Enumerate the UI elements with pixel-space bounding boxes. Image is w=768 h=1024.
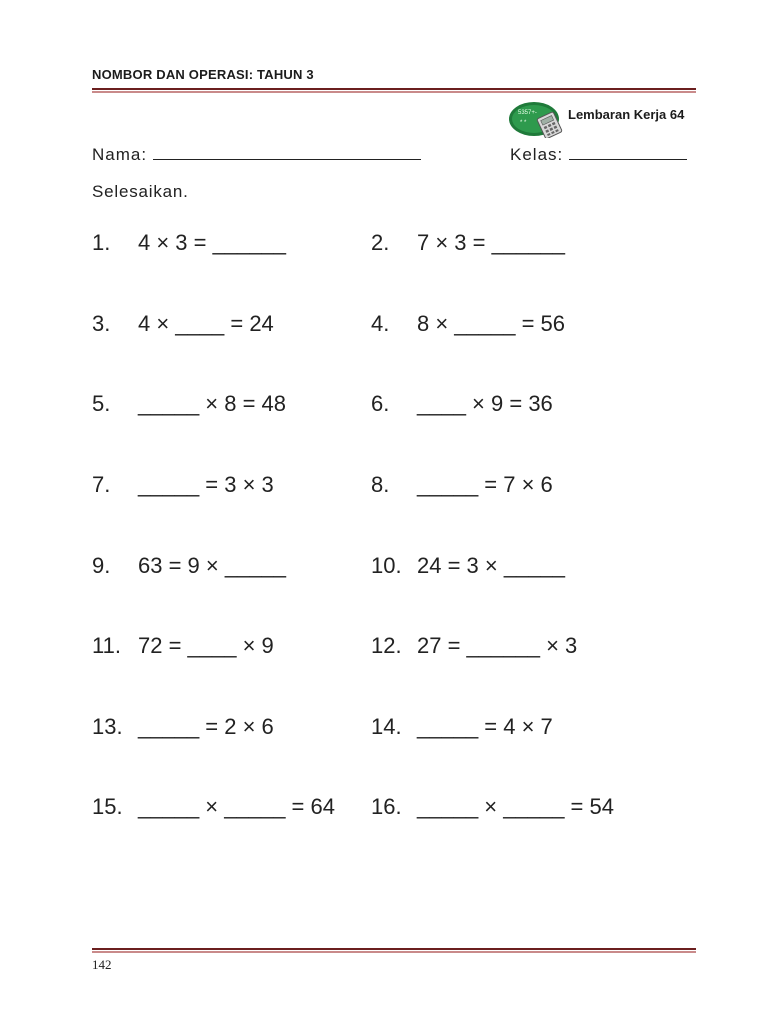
question-item[interactable]: [92, 794, 335, 820]
worksheet-label: Lembaran Kerja 64: [568, 107, 685, 122]
question-text: _____ = 4 × 7: [417, 714, 553, 739]
question-item[interactable]: [371, 311, 565, 337]
question-text: 27 = ______ × 3: [417, 633, 578, 658]
header-divider: [92, 88, 696, 93]
class-field[interactable]: [510, 145, 687, 165]
logo-text: 5357+-: [518, 110, 537, 116]
question-text: 24 = 3 × _____: [417, 553, 566, 578]
question-number: 12.: [371, 633, 402, 658]
question-text: _____ × _____ = 64: [138, 794, 335, 819]
question-item[interactable]: [92, 311, 274, 337]
name-field[interactable]: [92, 145, 421, 165]
question-item[interactable]: [371, 714, 553, 740]
question-text: _____ = 7 × 6: [417, 472, 553, 497]
question-item[interactable]: [92, 553, 286, 579]
question-item[interactable]: [371, 472, 553, 498]
question-number: 15.: [92, 794, 123, 819]
question-number: 16.: [371, 794, 402, 819]
question-item[interactable]: [92, 230, 286, 256]
question-text: 72 = ____ × 9: [138, 633, 274, 658]
instruction-text: Selesaikan.: [92, 182, 189, 201]
question-number: 3.: [92, 311, 111, 336]
question-text: 7 × 3 = ______: [417, 230, 566, 255]
question-item[interactable]: [371, 553, 565, 579]
question-text: _____ × 8 = 48: [138, 391, 287, 416]
question-item[interactable]: [92, 714, 274, 740]
question-text: 8 × _____ = 56: [417, 311, 566, 336]
footer-divider: [92, 948, 696, 953]
question-number: 9.: [92, 553, 111, 578]
question-text: _____ × _____ = 54: [417, 794, 614, 819]
page-number: 142: [92, 957, 112, 972]
question-text: ____ × 9 = 36: [417, 391, 553, 416]
page-header-title: NOMBOR DAN OPERASI: TAHUN 3: [92, 67, 314, 82]
question-number: 6.: [371, 391, 390, 416]
question-item[interactable]: [92, 391, 286, 417]
svg-text:* *: * *: [520, 120, 527, 126]
question-item[interactable]: [371, 391, 553, 417]
class-label: Kelas:: [510, 145, 564, 164]
question-number: 2.: [371, 230, 390, 255]
question-number: 10.: [371, 553, 402, 578]
name-label: Nama:: [92, 145, 148, 164]
name-blank[interactable]: [153, 145, 421, 160]
question-item[interactable]: [371, 794, 614, 820]
question-item[interactable]: [371, 633, 577, 659]
question-number: 5.: [92, 391, 111, 416]
question-number: 11.: [92, 633, 121, 658]
class-blank[interactable]: [569, 145, 687, 160]
question-number: 7.: [92, 472, 111, 497]
question-text: 4 × 3 = ______: [138, 230, 287, 255]
question-number: 14.: [371, 714, 402, 739]
question-text: _____ = 3 × 3: [138, 472, 274, 497]
question-item[interactable]: [92, 633, 274, 659]
question-number: 1.: [92, 230, 111, 255]
question-number: 8.: [371, 472, 390, 497]
question-text: 4 × ____ = 24: [138, 311, 274, 336]
question-text: _____ = 2 × 6: [138, 714, 274, 739]
question-number: 4.: [371, 311, 390, 336]
chalkboard-calculator-icon: [508, 100, 564, 138]
question-item[interactable]: [92, 472, 274, 498]
question-item[interactable]: [371, 230, 565, 256]
question-number: 13.: [92, 714, 123, 739]
question-text: 63 = 9 × _____: [138, 553, 287, 578]
